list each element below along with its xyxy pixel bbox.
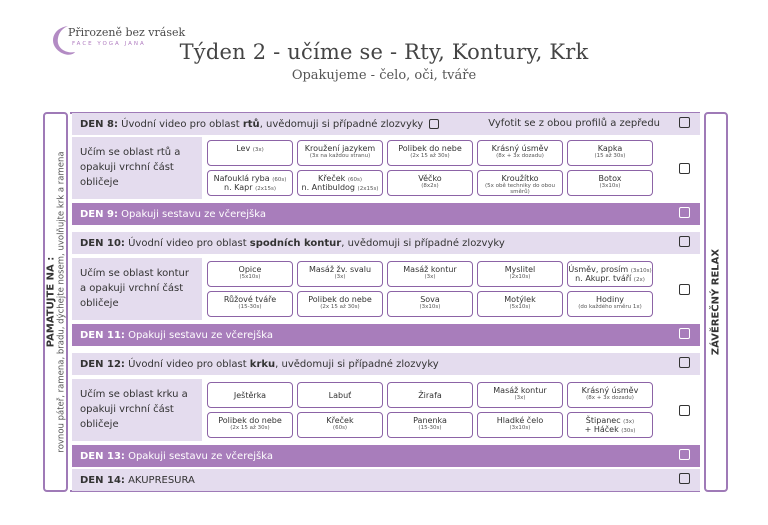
day-8-checkbox[interactable] (679, 117, 690, 128)
exercise-cell: Hladké čelo (3x10s) (477, 412, 563, 438)
reminder-text (45, 151, 66, 452)
exercise-cell: Sova (3x10s) (387, 291, 473, 317)
exercise-cell: Kroužítko (5x obě techniky do obou směrů) (477, 170, 563, 196)
exercise-cell: Kapka (15 až 30s) (567, 140, 653, 166)
day-13-row (72, 445, 700, 467)
exercise-cell: Úsměv, prosím (3x10s) n. Akupr. tváří (2x) (567, 261, 653, 287)
exercise-cell: Věčko (8x2s) (387, 170, 473, 196)
day-10-checkbox[interactable] (679, 236, 690, 247)
day-9-row (72, 203, 700, 225)
exercise-cell: Panenka (15-30s) (387, 412, 473, 438)
block-contours (72, 258, 700, 320)
exercise-cell: Masáž kontur (3x) (387, 261, 473, 287)
exercise-cell: Opice (5x10s) (207, 261, 293, 287)
exercise-cell: Kroužení jazykem (3x na každou stranu) (297, 140, 383, 166)
exercise-cell: Labuť (297, 382, 383, 408)
exercise-cell: Růžové tváře (15-30s) (207, 291, 293, 317)
block-neck-label: Učím se oblast krku a opakuji vrchní část obličeje (72, 379, 202, 441)
exercise-cell: Polibek do nebe (2x 15 až 30s) (207, 412, 293, 438)
block-neck (72, 379, 700, 441)
day-13-text: DEN 13: Opakuji sestavu ze včerejška (80, 450, 273, 462)
exercise-cell: Botox (3x10s) (567, 170, 653, 196)
block-contours-checkbox[interactable] (679, 284, 690, 295)
block-lips-checkbox[interactable] (679, 163, 690, 174)
day-11-row (72, 324, 700, 346)
exercise-cell: Žirafa (387, 382, 473, 408)
day-9-text: DEN 9: Opakuji sestavu ze včerejška (80, 208, 267, 220)
exercise-cell: Masáž kontur (3x) (477, 382, 563, 408)
day-12-checkbox[interactable] (679, 357, 690, 368)
exercise-cell: Krásný úsměv (8x + 3x dozadu) (567, 382, 653, 408)
exercise-cell: Hodiny (do každého směru 1x) (567, 291, 653, 317)
relax-text: ZÁVĚREČNÝ RELAX (710, 248, 722, 356)
relax-panel (704, 112, 728, 492)
day-12-text: DEN 12: Úvodní video pro oblast krku, uvědomuji si případné zlozvyky (80, 358, 439, 370)
exercise-cell: Nafouklá ryba (60s) n. Kapr (2x15s) (207, 170, 293, 196)
exercise-cell: Křeček (60s) n. Antibuldog (2x15s) (297, 170, 383, 196)
day-11-checkbox[interactable] (679, 328, 690, 339)
day-10-row (72, 232, 700, 254)
reminder-body: rovnou páteř, ramena, bradu, dýchejte nosem, uvolňujte krk a ramena (56, 151, 66, 453)
day-10-text: DEN 10: Úvodní video pro oblast spodních kontur, uvědomuji si případné zlozvyky (80, 237, 505, 249)
exercise-cell: Ještěrka (207, 382, 293, 408)
reminder-panel (43, 112, 68, 492)
day-14-checkbox[interactable] (679, 473, 690, 484)
exercise-cell: Motýlek (5x10s) (477, 291, 563, 317)
day-8-row (72, 113, 700, 135)
day-8-note: Vyfotit se z obou profilů a zepředu (488, 118, 660, 129)
exercise-cell: Polibek do nebe (2x 15 až 30s) (297, 291, 383, 317)
exercise-cell: Masáž žv. svalu (3x) (297, 261, 383, 287)
exercise-cell: Myslitel (2x10s) (477, 261, 563, 287)
day-8-text: DEN 8: Úvodní video pro oblast rtů, uvědomuji si případné zlozvyky (80, 119, 700, 130)
day-14-row (72, 469, 700, 491)
block-lips (72, 137, 700, 199)
day-14-text: DEN 14: AKUPRESURA (80, 474, 195, 486)
video-icon (429, 119, 439, 129)
day-9-checkbox[interactable] (679, 207, 690, 218)
page-title: Týden 2 - učíme se - Rty, Kontury, Krk (179, 40, 589, 64)
brand-tagline: FACE YOGA JANA (72, 41, 146, 47)
reminder-heading: PAMATUJTE NA : (45, 256, 56, 348)
exercise-cell: Polibek do nebe (2x 15 až 30s) (387, 140, 473, 166)
exercise-cell: Lev (3x) (207, 140, 293, 166)
exercise-cell: Štipanec (3x) + Háček (30s) (567, 412, 653, 438)
day-13-checkbox[interactable] (679, 449, 690, 460)
block-neck-checkbox[interactable] (679, 405, 690, 416)
day-12-row (72, 353, 700, 375)
block-contours-label: Učím se oblast kontur a opakuji vrchní část obličeje (72, 258, 202, 320)
brand-name: Přirozeně bez vrásek (68, 26, 186, 39)
exercise-cell: Krásný úsměv (8x + 3x dozadu) (477, 140, 563, 166)
exercise-cell: Křeček (60s) (297, 412, 383, 438)
block-lips-label: Učím se oblast rtů a opakuji vrchní část obličeje (72, 137, 202, 199)
page-subtitle: Opakujeme - čelo, oči, tváře (291, 68, 477, 83)
day-11-text: DEN 11: Opakuji sestavu ze včerejška (80, 329, 273, 341)
